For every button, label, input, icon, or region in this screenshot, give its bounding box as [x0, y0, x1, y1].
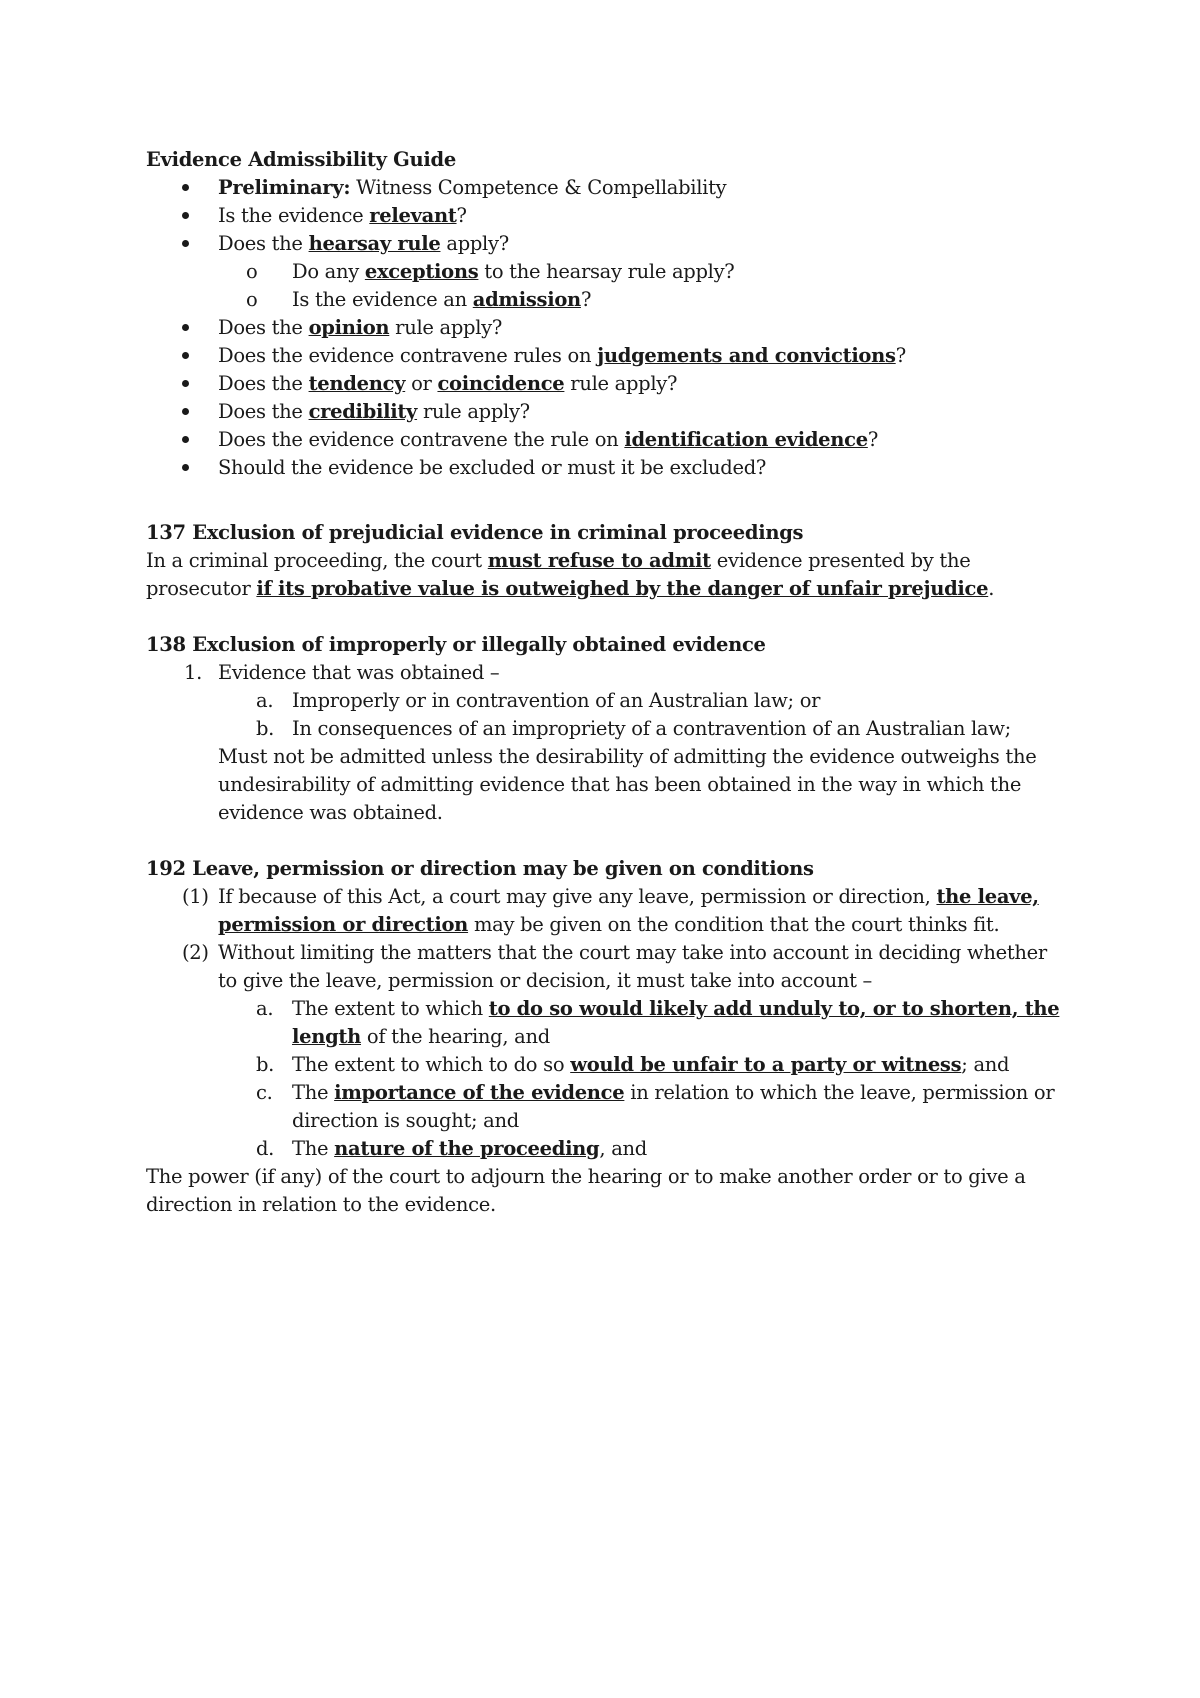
s192-line	[292, 1051, 1009, 1079]
body-text: The power (if any) of the court to adjourn the hearing or to make another order or to give a	[146, 1165, 1026, 1188]
bullet-icon	[182, 454, 189, 482]
body-text: Does the	[218, 316, 309, 339]
s137-paragraph-line	[146, 547, 970, 575]
body-text: may be given on the condition that the court thinks fit.	[468, 913, 1000, 936]
s192-line	[292, 1107, 519, 1135]
list-item	[218, 314, 502, 342]
body-text: The extent to which to do so	[292, 1053, 571, 1076]
bullet-icon	[182, 230, 189, 258]
body-text: rule apply?	[389, 316, 503, 339]
bullet-dot-icon	[182, 380, 189, 387]
emphasis-text: judgements and convictions	[597, 344, 896, 367]
body-text: of the hearing, and	[361, 1025, 550, 1048]
s192-line	[218, 967, 872, 995]
list-marker: 1.	[184, 661, 203, 684]
guide-heading: Evidence Admissibility Guide	[146, 148, 456, 171]
body-text: ?	[580, 288, 592, 311]
emphasis-text: credibility	[308, 400, 418, 423]
body-text: rule apply?	[417, 400, 530, 423]
body-text: The	[292, 1137, 335, 1160]
body-text: Do any	[292, 260, 365, 283]
body-text: or	[405, 372, 438, 395]
s138-line	[292, 715, 1011, 743]
list-item	[218, 174, 726, 202]
emphasis-text: tendency	[308, 372, 406, 395]
bullet-dot-icon	[182, 464, 189, 471]
s192-heading: 192 Leave, permission or direction may be given on conditions	[146, 857, 814, 880]
body-text: Does the evidence contravene the rule on	[218, 428, 625, 451]
body-text: prosecutor	[146, 577, 257, 600]
sub-list-item	[292, 286, 591, 314]
s137-heading: 137 Exclusion of prejudicial evidence in criminal proceedings	[146, 521, 804, 544]
s138-line	[218, 659, 499, 687]
bullet-icon	[182, 370, 189, 398]
body-text: Must not be admitted unless the desirability of admitting the evidence outweighs the	[218, 745, 1037, 768]
bullet-dot-icon	[182, 436, 189, 443]
list-marker: (1)	[182, 885, 209, 908]
body-text: to give the leave, permission or decision, it must take into account –	[218, 969, 872, 992]
emphasis-text: must refuse to admit	[487, 549, 711, 572]
bullet-dot-icon	[182, 240, 189, 247]
body-text: in relation to which the leave, permission or	[624, 1081, 1055, 1104]
emphasis-text: exceptions	[364, 260, 479, 283]
body-text: rule apply?	[564, 372, 678, 395]
s192-line	[146, 1191, 496, 1219]
s138-line	[292, 687, 820, 715]
emphasis-text: opinion	[308, 316, 390, 339]
bullet-dot-icon	[182, 184, 189, 191]
body-text: , and	[599, 1137, 647, 1160]
emphasis-text: if its probative value is outweighed by the danger of unfair prejudice	[256, 577, 989, 600]
body-text: apply?	[440, 232, 509, 255]
bullet-dot-icon	[182, 352, 189, 359]
emphasis-text: permission or direction	[218, 913, 469, 936]
body-text: In consequences of an impropriety of a contravention of an Australian law;	[292, 717, 1011, 740]
bullet-icon	[182, 426, 189, 454]
bullet-dot-icon	[182, 212, 189, 219]
emphasis-text: length	[292, 1025, 362, 1048]
body-text: Without limiting the matters that the court may take into account in deciding whether	[218, 941, 1047, 964]
s192-line	[292, 1135, 647, 1163]
list-marker: d.	[256, 1137, 275, 1160]
body-text: Does the evidence contravene rules on	[218, 344, 598, 367]
list-item	[218, 342, 906, 370]
body-text: Is the evidence	[218, 204, 370, 227]
bullet-icon	[182, 398, 189, 426]
list-marker: o	[246, 288, 258, 311]
emphasis-text: importance of the evidence	[334, 1081, 625, 1104]
sub-list-item	[292, 258, 734, 286]
body-text: Improperly or in contravention of an Australian law; or	[292, 689, 821, 712]
body-text: evidence presented by the	[710, 549, 971, 572]
list-marker: c.	[256, 1081, 273, 1104]
list-item	[218, 426, 878, 454]
list-item	[218, 398, 530, 426]
s138-heading: 138 Exclusion of improperly or illegally obtained evidence	[146, 633, 766, 656]
bullet-icon	[182, 342, 189, 370]
emphasis-text: the leave,	[936, 885, 1039, 908]
body-text: Does the	[218, 400, 309, 423]
emphasis-text: Preliminary:	[218, 176, 351, 199]
s138-line	[218, 799, 443, 827]
body-text: ?	[456, 204, 467, 227]
body-text: Does the	[218, 232, 309, 255]
body-text: ; and	[961, 1053, 1010, 1076]
list-marker: b.	[256, 1053, 275, 1076]
s192-line	[292, 995, 1059, 1023]
list-item	[218, 202, 467, 230]
body-text: ?	[895, 344, 906, 367]
bullet-icon	[182, 174, 189, 202]
list-marker: o	[246, 260, 258, 283]
emphasis-text: relevant	[369, 204, 457, 227]
list-item	[218, 370, 677, 398]
body-text: direction is sought; and	[292, 1109, 519, 1132]
s192-line	[218, 883, 1039, 911]
s138-line	[218, 743, 1036, 771]
body-text: Does the	[218, 372, 309, 395]
emphasis-text: hearsay rule	[308, 232, 441, 255]
emphasis-text: nature of the proceeding	[334, 1137, 600, 1160]
body-text: The extent to which	[292, 997, 489, 1020]
s192-line	[292, 1023, 550, 1051]
emphasis-text: to do so would likely add unduly to, or to shorten, the	[488, 997, 1060, 1020]
s138-line	[218, 771, 1021, 799]
s137-paragraph-line	[146, 575, 994, 603]
list-item	[218, 230, 509, 258]
body-text: to the hearsay rule apply?	[478, 260, 735, 283]
list-marker: (2)	[182, 941, 209, 964]
body-text: The	[292, 1081, 335, 1104]
s192-line	[146, 1163, 1026, 1191]
emphasis-text: would be unfair to a party or witness	[570, 1053, 962, 1076]
s192-line	[292, 1079, 1054, 1107]
bullet-dot-icon	[182, 408, 189, 415]
body-text: Is the evidence an	[292, 288, 473, 311]
bullet-icon	[182, 314, 189, 342]
body-text: Witness Competence & Compellability	[350, 176, 727, 199]
body-text: If because of this Act, a court may give any leave, permission or direction,	[218, 885, 937, 908]
body-text: ?	[867, 428, 878, 451]
body-text: direction in relation to the evidence.	[146, 1193, 496, 1216]
body-text: .	[988, 577, 995, 600]
s192-line	[218, 911, 999, 939]
body-text: Evidence that was obtained –	[218, 661, 500, 684]
s192-line	[218, 939, 1047, 967]
emphasis-text: admission	[472, 288, 581, 311]
list-marker: b.	[256, 717, 275, 740]
body-text: undesirability of admitting evidence that has been obtained in the way in which the	[218, 773, 1022, 796]
body-text: Should the evidence be excluded or must it be excluded?	[218, 456, 767, 479]
body-text: evidence was obtained.	[218, 801, 443, 824]
emphasis-text: identification evidence	[624, 428, 868, 451]
bullet-dot-icon	[182, 324, 189, 331]
list-marker: a.	[256, 689, 274, 712]
list-item	[218, 454, 766, 482]
body-text: In a criminal proceeding, the court	[146, 549, 488, 572]
bullet-icon	[182, 202, 189, 230]
emphasis-text: coincidence	[437, 372, 565, 395]
list-marker: a.	[256, 997, 274, 1020]
